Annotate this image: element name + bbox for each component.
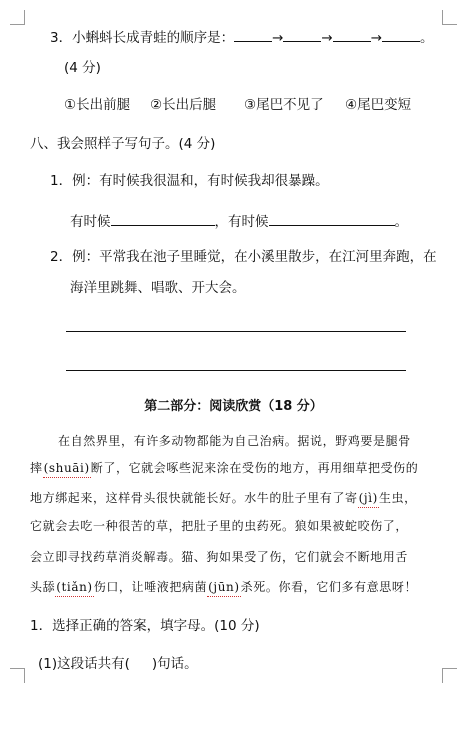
example-2 (50, 248, 437, 266)
answer-blank[interactable] (269, 212, 395, 226)
paragraph-line (30, 459, 440, 478)
text-fragment: 地方绑起来，这样骨头很快就能长好。水牛的肚子里有了寄 (30, 491, 358, 505)
arrow: → (321, 30, 333, 46)
sub-question-1-prefix: (1)这段话共有( (38, 656, 130, 672)
example-2-line-2: 海洋里跳舞、唱歌、开大会。 (70, 280, 246, 296)
answer-blank[interactable] (333, 28, 371, 42)
pinyin-annotation: (shuāi) (43, 459, 91, 478)
writing-line[interactable] (66, 370, 406, 371)
text-fragment: 摔 (30, 461, 43, 475)
sub-question-1-suffix: )句话。 (151, 656, 198, 672)
part-2-title: 第二部分：阅读欣赏（18 分） (144, 399, 323, 414)
answer-blank[interactable] (382, 28, 420, 42)
text-fragment: 杀死。你看，它们多有意思呀！ (240, 580, 418, 594)
option-4: ④尾巴变短 (345, 97, 412, 113)
example-1-label: 1．例： (50, 173, 100, 189)
page-corner-mark (442, 668, 457, 683)
option-3: ③尾巴不见了 (244, 97, 324, 113)
text-fragment: 生虫， (378, 491, 417, 505)
text-fragment: 头舔 (30, 580, 56, 594)
question-1-title: 1．选择正确的答案，填字母。(10 分) (30, 618, 260, 634)
sub-question-1 (38, 655, 198, 673)
pinyin-annotation: (jūn) (207, 578, 241, 597)
writing-line[interactable] (66, 331, 406, 332)
fill-in-sentence (70, 212, 408, 231)
paragraph-line (30, 578, 440, 597)
question-3-score: (4 分) (64, 60, 101, 76)
sentence-end: 。 (394, 214, 408, 230)
pinyin-annotation: (tiǎn) (55, 578, 94, 597)
example-2-line-1: 平常我在池子里睡觉，在小溪里散步，在江河里奔跑，在 (99, 249, 437, 265)
question-3 (50, 28, 434, 47)
paragraph-line (30, 489, 440, 508)
text-fragment: 断了，它就会啄些泥来涂在受伤的地方，再用细草把受伤的 (90, 461, 419, 475)
answer-blank[interactable] (111, 212, 215, 226)
fill-part-1: 有时候 (70, 214, 111, 230)
section-8-title: 八、我会照样子写句子。(4 分) (30, 136, 216, 152)
page-corner-mark (10, 668, 25, 683)
page-corner-mark (442, 10, 457, 25)
page-corner-mark (10, 10, 25, 25)
answer-blank[interactable] (234, 28, 272, 42)
option-1: ①长出前腿 (64, 97, 131, 113)
arrow: → (272, 30, 284, 46)
answer-blank[interactable] (283, 28, 321, 42)
example-2-label: 2．例： (50, 249, 100, 265)
fill-part-2: ，有时候 (214, 214, 269, 230)
pinyin-annotation: (jì) (358, 489, 379, 508)
question-3-text: 3．小蝌蚪长成青蛙的顺序是： (50, 30, 235, 46)
paragraph-line: 会立即寻找药草消炎解毒。猫、狗如果受了伤，它们就会不断地用舌 (30, 550, 409, 564)
example-1-text: 有时候我很温和，有时候我却很暴躁。 (99, 173, 329, 189)
example-1 (50, 172, 329, 190)
paragraph-line: 在自然界里，有许多动物都能为自己治病。据说，野鸡要是腿骨 (58, 434, 411, 448)
arrow: → (370, 30, 383, 46)
text-fragment: 伤口，让唾液把病菌 (93, 580, 208, 594)
option-2: ②长出后腿 (150, 97, 217, 113)
paragraph-line: 它就会去吃一种很苦的草，把肚子里的虫药死。狼如果被蛇咬伤了， (30, 519, 409, 533)
sentence-end: 。 (420, 30, 434, 46)
